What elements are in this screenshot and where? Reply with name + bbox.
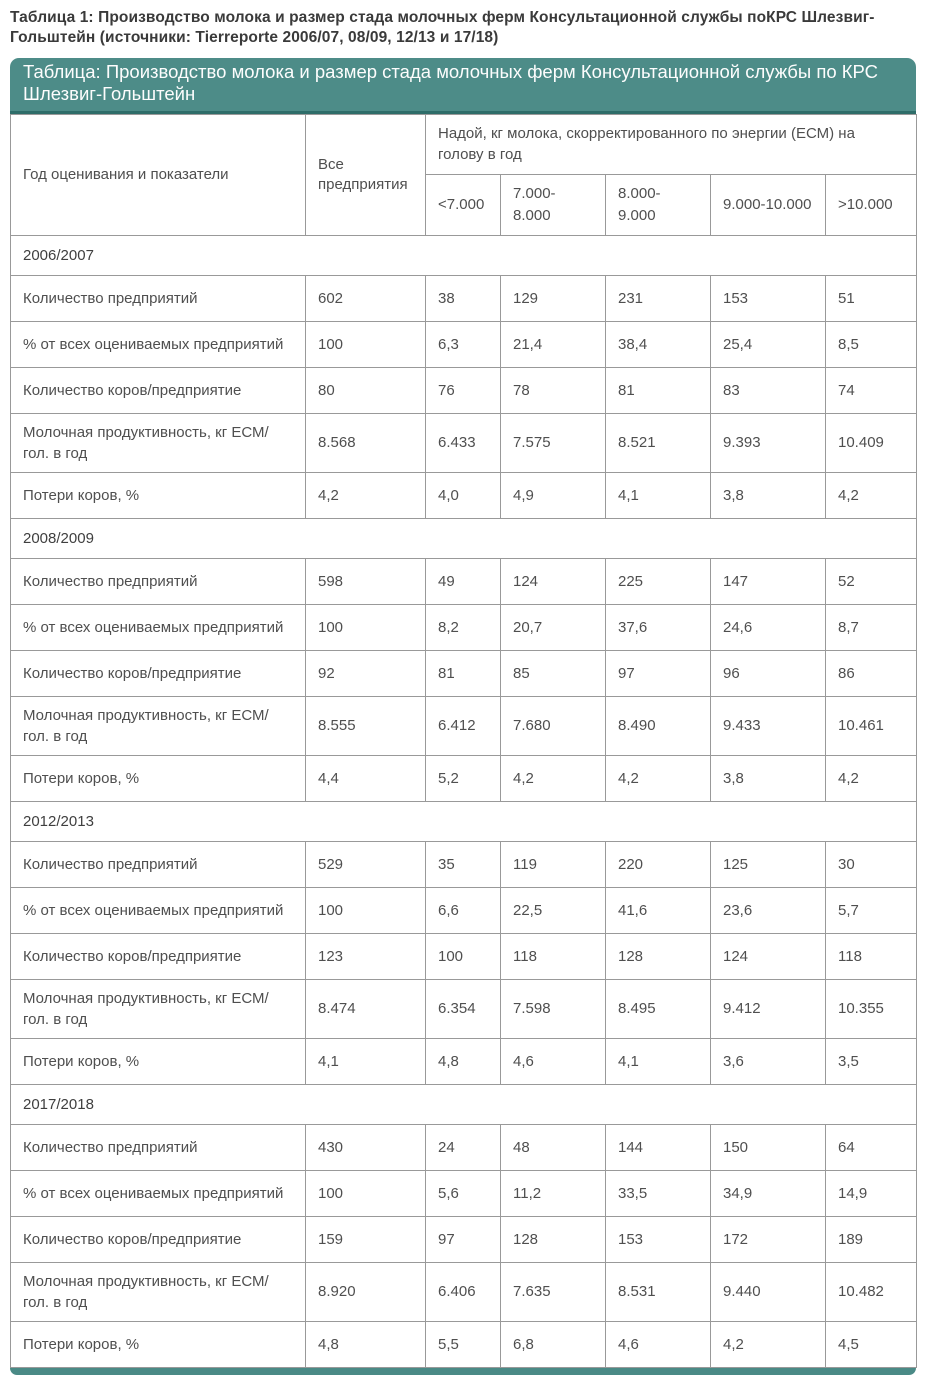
value-cell: 78 <box>501 367 606 413</box>
value-cell: 4,2 <box>826 755 917 801</box>
value-cell: 4,6 <box>501 1038 606 1084</box>
value-cell: 4,2 <box>606 755 711 801</box>
value-cell: 4,2 <box>501 755 606 801</box>
value-cell: 76 <box>426 367 501 413</box>
value-cell: 6,6 <box>426 887 501 933</box>
data-row <box>11 604 917 650</box>
value-cell: 25,4 <box>711 321 826 367</box>
header-range-7000-8000: 7.000-8.000 <box>501 175 606 236</box>
data-row <box>11 367 917 413</box>
value-cell: 4,1 <box>306 1038 426 1084</box>
section-year-cell: 2006/2007 <box>11 235 917 275</box>
value-cell: 6.406 <box>426 1262 501 1321</box>
row-label-cell: Потери коров, % <box>11 755 306 801</box>
milk-production-table <box>10 58 916 1375</box>
value-cell: 10.409 <box>826 413 917 472</box>
value-cell: 35 <box>426 841 501 887</box>
value-cell: 38,4 <box>606 321 711 367</box>
value-cell: 4,2 <box>826 472 917 518</box>
section-year-row <box>11 518 917 558</box>
value-cell: 3,5 <box>826 1038 917 1084</box>
data-table <box>10 114 917 1368</box>
data-row <box>11 558 917 604</box>
data-row <box>11 755 917 801</box>
value-cell: 20,7 <box>501 604 606 650</box>
data-row <box>11 1170 917 1216</box>
value-cell: 8.474 <box>306 979 426 1038</box>
value-cell: 8,5 <box>826 321 917 367</box>
value-cell: 118 <box>826 933 917 979</box>
value-cell: 124 <box>501 558 606 604</box>
header-range-gt10000: >10.000 <box>826 175 917 236</box>
value-cell: 81 <box>606 367 711 413</box>
data-row <box>11 472 917 518</box>
value-cell: 34,9 <box>711 1170 826 1216</box>
value-cell: 23,6 <box>711 887 826 933</box>
value-cell: 4,6 <box>606 1321 711 1367</box>
value-cell: 86 <box>826 650 917 696</box>
row-label-cell: % от всех оцениваемых предприятий <box>11 321 306 367</box>
value-cell: 10.461 <box>826 696 917 755</box>
header-indicators: Год оценивания и показатели <box>11 114 306 235</box>
value-cell: 3,8 <box>711 472 826 518</box>
data-row <box>11 1216 917 1262</box>
figure-caption: Таблица 1: Производство молока и размер стада молочных ферм Консультационной службы поКРС Шлезвиг-Гольштейн (источники: Tierreporte 2006/07, 08/09, 12/13 и 17/18) <box>10 9 875 47</box>
value-cell: 147 <box>711 558 826 604</box>
value-cell: 30 <box>826 841 917 887</box>
value-cell: 7.680 <box>501 696 606 755</box>
value-cell: 4,5 <box>826 1321 917 1367</box>
value-cell: 49 <box>426 558 501 604</box>
section-year-cell: 2012/2013 <box>11 801 917 841</box>
header-all-farms: Все предприятия <box>306 114 426 235</box>
value-cell: 51 <box>826 275 917 321</box>
value-cell: 81 <box>426 650 501 696</box>
row-label-cell: Количество коров/предприятие <box>11 933 306 979</box>
value-cell: 80 <box>306 367 426 413</box>
value-cell: 38 <box>426 275 501 321</box>
data-row <box>11 275 917 321</box>
value-cell: 8.555 <box>306 696 426 755</box>
value-cell: 4,2 <box>306 472 426 518</box>
data-row <box>11 1124 917 1170</box>
value-cell: 231 <box>606 275 711 321</box>
value-cell: 92 <box>306 650 426 696</box>
value-cell: 100 <box>306 321 426 367</box>
header-range-lt7000: <7.000 <box>426 175 501 236</box>
value-cell: 4,1 <box>606 1038 711 1084</box>
data-row <box>11 1321 917 1367</box>
value-cell: 9.440 <box>711 1262 826 1321</box>
section-year-cell: 2017/2018 <box>11 1084 917 1124</box>
row-label-cell: Потери коров, % <box>11 1038 306 1084</box>
value-cell: 172 <box>711 1216 826 1262</box>
value-cell: 119 <box>501 841 606 887</box>
value-cell: 128 <box>501 1216 606 1262</box>
data-row <box>11 933 917 979</box>
value-cell: 4,8 <box>426 1038 501 1084</box>
value-cell: 8.495 <box>606 979 711 1038</box>
section-year-row <box>11 801 917 841</box>
row-label-cell: Потери коров, % <box>11 1321 306 1367</box>
value-cell: 9.433 <box>711 696 826 755</box>
data-row <box>11 650 917 696</box>
value-cell: 189 <box>826 1216 917 1262</box>
value-cell: 48 <box>501 1124 606 1170</box>
value-cell: 125 <box>711 841 826 887</box>
data-row <box>11 887 917 933</box>
value-cell: 6,3 <box>426 321 501 367</box>
row-label-cell: Количество коров/предприятие <box>11 650 306 696</box>
row-label-cell: Количество коров/предприятие <box>11 1216 306 1262</box>
section-year-row <box>11 235 917 275</box>
value-cell: 21,4 <box>501 321 606 367</box>
value-cell: 225 <box>606 558 711 604</box>
value-cell: 8.521 <box>606 413 711 472</box>
value-cell: 124 <box>711 933 826 979</box>
value-cell: 8.920 <box>306 1262 426 1321</box>
value-cell: 123 <box>306 933 426 979</box>
value-cell: 4,1 <box>606 472 711 518</box>
row-label-cell: % от всех оцениваемых предприятий <box>11 887 306 933</box>
header-range-8000-9000: 8.000-9.000 <box>606 175 711 236</box>
value-cell: 9.412 <box>711 979 826 1038</box>
value-cell: 5,5 <box>426 1321 501 1367</box>
value-cell: 3,6 <box>711 1038 826 1084</box>
table-bottom-bar <box>10 1368 916 1375</box>
row-label-cell: Молочная продуктивность, кг ЕСМ/гол. в год <box>11 696 306 755</box>
value-cell: 10.355 <box>826 979 917 1038</box>
value-cell: 100 <box>306 604 426 650</box>
value-cell: 153 <box>606 1216 711 1262</box>
value-cell: 4,0 <box>426 472 501 518</box>
header-range-9000-10000: 9.000-10.000 <box>711 175 826 236</box>
value-cell: 6.433 <box>426 413 501 472</box>
section-year-row <box>11 1084 917 1124</box>
value-cell: 4,9 <box>501 472 606 518</box>
value-cell: 8.568 <box>306 413 426 472</box>
value-cell: 7.598 <box>501 979 606 1038</box>
value-cell: 602 <box>306 275 426 321</box>
value-cell: 10.482 <box>826 1262 917 1321</box>
value-cell: 52 <box>826 558 917 604</box>
data-row <box>11 1262 917 1321</box>
header-yield-span: Надой, кг молока, скорректированного по энергии (ЕСМ) на голову в год <box>426 114 917 175</box>
value-cell: 6,8 <box>501 1321 606 1367</box>
row-label-cell: % от всех оцениваемых предприятий <box>11 604 306 650</box>
value-cell: 144 <box>606 1124 711 1170</box>
value-cell: 128 <box>606 933 711 979</box>
value-cell: 159 <box>306 1216 426 1262</box>
value-cell: 5,7 <box>826 887 917 933</box>
value-cell: 8,7 <box>826 604 917 650</box>
value-cell: 97 <box>426 1216 501 1262</box>
value-cell: 7.635 <box>501 1262 606 1321</box>
value-cell: 3,8 <box>711 755 826 801</box>
value-cell: 22,5 <box>501 887 606 933</box>
row-label-cell: Количество коров/предприятие <box>11 367 306 413</box>
data-row <box>11 1038 917 1084</box>
value-cell: 8.490 <box>606 696 711 755</box>
row-label-cell: Количество предприятий <box>11 275 306 321</box>
row-label-cell: Количество предприятий <box>11 558 306 604</box>
data-row <box>11 841 917 887</box>
value-cell: 100 <box>426 933 501 979</box>
table-body <box>11 235 917 1367</box>
value-cell: 430 <box>306 1124 426 1170</box>
value-cell: 24,6 <box>711 604 826 650</box>
value-cell: 7.575 <box>501 413 606 472</box>
row-label-cell: Молочная продуктивность, кг ЕСМ/гол. в год <box>11 1262 306 1321</box>
value-cell: 8,2 <box>426 604 501 650</box>
value-cell: 100 <box>306 1170 426 1216</box>
value-cell: 5,6 <box>426 1170 501 1216</box>
value-cell: 6.354 <box>426 979 501 1038</box>
value-cell: 5,2 <box>426 755 501 801</box>
table-header <box>11 114 917 235</box>
value-cell: 220 <box>606 841 711 887</box>
value-cell: 129 <box>501 275 606 321</box>
value-cell: 37,6 <box>606 604 711 650</box>
value-cell: 85 <box>501 650 606 696</box>
value-cell: 83 <box>711 367 826 413</box>
data-row <box>11 413 917 472</box>
table-title-bar: Таблица: Производство молока и размер стада молочных ферм Консультационной службы по КРС Шлезвиг-Гольштейн <box>10 58 916 114</box>
value-cell: 33,5 <box>606 1170 711 1216</box>
row-label-cell: Молочная продуктивность, кг ЕСМ/гол. в год <box>11 413 306 472</box>
value-cell: 97 <box>606 650 711 696</box>
value-cell: 11,2 <box>501 1170 606 1216</box>
value-cell: 4,4 <box>306 755 426 801</box>
value-cell: 8.531 <box>606 1262 711 1321</box>
row-label-cell: % от всех оцениваемых предприятий <box>11 1170 306 1216</box>
row-label-cell: Молочная продуктивность, кг ЕСМ/гол. в год <box>11 979 306 1038</box>
value-cell: 153 <box>711 275 826 321</box>
row-label-cell: Потери коров, % <box>11 472 306 518</box>
value-cell: 64 <box>826 1124 917 1170</box>
data-row <box>11 321 917 367</box>
value-cell: 6.412 <box>426 696 501 755</box>
row-label-cell: Количество предприятий <box>11 1124 306 1170</box>
value-cell: 4,2 <box>711 1321 826 1367</box>
value-cell: 118 <box>501 933 606 979</box>
value-cell: 598 <box>306 558 426 604</box>
data-row <box>11 979 917 1038</box>
value-cell: 150 <box>711 1124 826 1170</box>
value-cell: 529 <box>306 841 426 887</box>
value-cell: 96 <box>711 650 826 696</box>
value-cell: 100 <box>306 887 426 933</box>
value-cell: 4,8 <box>306 1321 426 1367</box>
value-cell: 14,9 <box>826 1170 917 1216</box>
value-cell: 9.393 <box>711 413 826 472</box>
row-label-cell: Количество предприятий <box>11 841 306 887</box>
value-cell: 41,6 <box>606 887 711 933</box>
section-year-cell: 2008/2009 <box>11 518 917 558</box>
data-row <box>11 696 917 755</box>
value-cell: 74 <box>826 367 917 413</box>
value-cell: 24 <box>426 1124 501 1170</box>
